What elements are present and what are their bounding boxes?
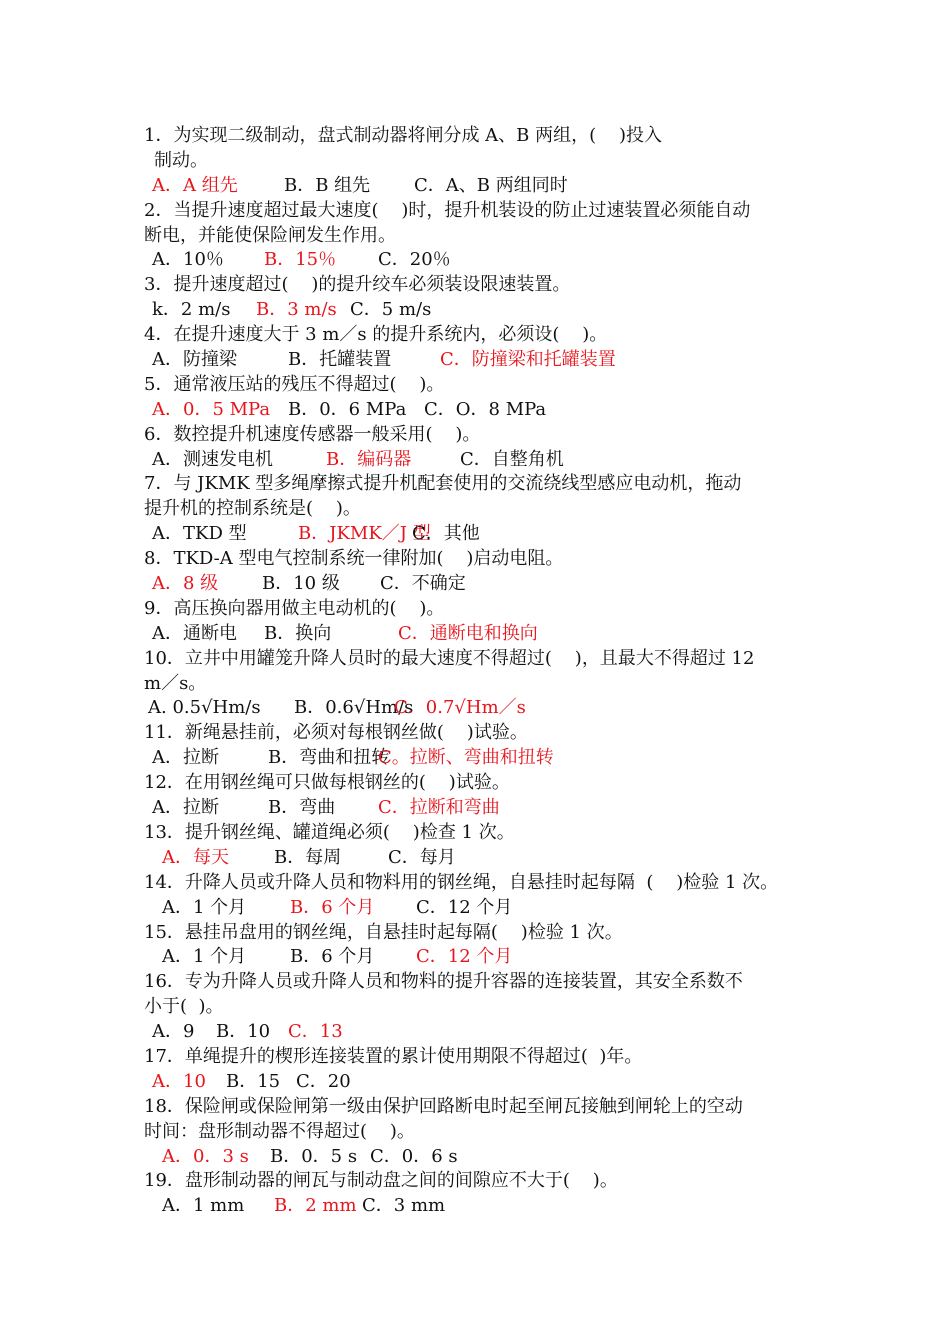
answer-option: C．A、B 两组同时 xyxy=(414,174,568,196)
correct-answer-option: A．0．3 s xyxy=(162,1145,249,1167)
answer-options xyxy=(144,1070,824,1095)
answer-option: C．每月 xyxy=(388,846,456,868)
answer-option: C．0．6 s xyxy=(370,1145,458,1167)
question-text-line: 14．升降人员或升降人员和物料用的钢丝绳，自悬挂时起每隔 ( )检验 1 次。 xyxy=(144,871,779,893)
answer-option: C．自整角机 xyxy=(460,448,564,470)
answer-option: A．1 个月 xyxy=(162,896,247,918)
question-text-line: 16．专为升降人员或升降人员和物料的提升容器的连接装置，其安全系数不 xyxy=(144,971,743,993)
question-text-line: 7．与 JKMK 型多绳摩擦式提升机配套使用的交流绕线型感应电动机，拖动 xyxy=(144,473,742,495)
question-text-line: 4．在提升速度大于 3 m／s 的提升系统内，必须设( )。 xyxy=(144,324,608,346)
answer-option: B．0.6√Hm/s xyxy=(294,697,414,719)
answer-options xyxy=(144,746,824,771)
question-text-line: 5．通常液压站的残压不得超过( )。 xyxy=(144,373,445,395)
correct-answer-option: C．拉断和弯曲 xyxy=(378,797,500,819)
answer-option: C．其他 xyxy=(412,523,480,545)
answer-options xyxy=(144,1194,824,1219)
answer-options xyxy=(144,348,824,373)
question-document xyxy=(144,124,824,1219)
correct-answer-option: A．A 组先 xyxy=(152,174,238,196)
answer-option: A．10％ xyxy=(152,249,224,271)
question-text-line: 提升机的控制系统是( )。 xyxy=(144,498,361,520)
question-text-line: m／s。 xyxy=(144,672,207,694)
answer-option: B．10 级 xyxy=(262,573,340,595)
correct-answer-option: B．编码器 xyxy=(326,448,412,470)
question-text-line: 2．当提升速度超过最大速度( )时，提升机装设的防止过速装置必须能自动 xyxy=(144,199,751,221)
correct-answer-option: A．8 级 xyxy=(152,573,219,595)
answer-option: B．每周 xyxy=(274,846,342,868)
answer-option: C．20％ xyxy=(378,249,451,271)
question-text-line: 小于( )。 xyxy=(144,996,224,1018)
answer-options xyxy=(144,1020,824,1045)
answer-option: B．弯曲 xyxy=(268,797,336,819)
correct-answer-option: B．3 m/s xyxy=(256,299,337,321)
question-text-line: 17．单绳提升的楔形连接装置的累计使用期限不得超过( )年。 xyxy=(144,1045,643,1067)
correct-answer-option: C．通断电和换向 xyxy=(398,622,538,644)
question-text-line: 1．为实现二级制动，盘式制动器将闸分成 A、B 两组，( )投入 xyxy=(144,125,663,146)
correct-answer-option: C．13 xyxy=(288,1021,343,1043)
answer-options xyxy=(144,1145,824,1170)
question-text-line: 18．保险闸或保险闸第一级由保护回路断电时起至闸瓦接触到闸轮上的空动 xyxy=(144,1095,743,1117)
answer-option: A．9 xyxy=(152,1021,195,1043)
question-text-line: 15．悬挂吊盘用的钢丝绳，自悬挂时起每隔( )检验 1 次。 xyxy=(144,921,623,943)
answer-options xyxy=(144,448,824,473)
question-text-line: 断电，并能使保险闸发生作用。 xyxy=(144,224,396,246)
answer-option: B．15 xyxy=(226,1070,281,1092)
answer-options xyxy=(144,622,824,647)
answer-option: B．0．6 MPa xyxy=(288,398,407,420)
answer-option: C．不确定 xyxy=(380,573,466,595)
answer-option: A．1 mm xyxy=(162,1195,245,1217)
correct-answer-option: B．6 个月 xyxy=(290,896,375,918)
question-text-line: 3．提升速度超过( )的提升绞车必须装设限速装置。 xyxy=(144,274,571,296)
answer-option: A．拉断 xyxy=(152,747,219,769)
answer-option: C．3 mm xyxy=(362,1195,446,1217)
answer-option: A．通断电 xyxy=(152,622,237,644)
answer-option: B．0．5 s xyxy=(270,1145,358,1167)
question-text-line: 时间：盘形制动器不得超过( )。 xyxy=(144,1120,415,1142)
answer-options xyxy=(144,248,824,273)
answer-option: C．O．8 MPa xyxy=(424,398,547,420)
correct-answer-option: C。拉断、弯曲和扭转 xyxy=(378,747,554,769)
answer-options xyxy=(144,398,824,423)
answer-options xyxy=(144,174,824,199)
answer-option: B．6 个月 xyxy=(290,946,375,968)
answer-option: A. 0.5√Hm/s xyxy=(148,697,261,719)
answer-option: B．B 组先 xyxy=(284,174,371,196)
question-text-line: 10．立井中用罐笼升降人员时的最大速度不得超过( )，且最大不得超过 12 xyxy=(144,647,755,669)
answer-option: B．弯曲和扭转 xyxy=(268,747,390,769)
answer-option: C．12 个月 xyxy=(416,896,513,918)
answer-option: B．10 xyxy=(216,1021,271,1043)
question-text-line: 19．盘形制动器的闸瓦与制动盘之间的间隙应不大于( )。 xyxy=(144,1170,618,1192)
correct-answer-option: A．10 xyxy=(152,1070,206,1092)
correct-answer-option: C．12 个月 xyxy=(416,946,513,968)
answer-options xyxy=(144,522,824,547)
question-text-line: 6．数控提升机速度传感器一般采用( )。 xyxy=(144,423,481,445)
answer-option: A．TKD 型 xyxy=(152,523,247,545)
answer-options xyxy=(144,572,824,597)
correct-answer-option: B．2 mm xyxy=(274,1195,357,1217)
answer-option: C．5 m/s xyxy=(350,299,432,321)
question-text-line: 11．新绳悬挂前，必须对每根钢丝做( )试验。 xyxy=(144,722,528,744)
question-text-line: 8．TKD-A 型电气控制系统一律附加( )启动电阻。 xyxy=(144,548,564,570)
answer-options xyxy=(144,696,824,721)
answer-option: A．测速发电机 xyxy=(152,448,273,470)
answer-option: k．2 m/s xyxy=(152,299,231,321)
correct-answer-option: A．0．5 MPa xyxy=(152,398,271,420)
correct-answer-option: C．0.7√Hm／s xyxy=(394,697,526,719)
answer-option: A．1 个月 xyxy=(162,946,247,968)
answer-option: C．20 xyxy=(296,1070,351,1092)
correct-answer-option: B．JKMK／J 型 xyxy=(298,523,431,545)
correct-answer-option: C．防撞梁和托罐装置 xyxy=(440,349,616,371)
answer-options xyxy=(144,945,824,970)
answer-options xyxy=(144,896,824,921)
correct-answer-option: A．每天 xyxy=(162,846,229,868)
answer-options xyxy=(144,298,824,323)
question-text-line: 制动。 xyxy=(154,149,208,171)
question-text-line: 9．高压换向器用做主电动机的( )。 xyxy=(144,597,445,619)
answer-option: A．防撞梁 xyxy=(152,349,237,371)
answer-options xyxy=(144,846,824,871)
answer-option: B．换向 xyxy=(264,622,332,644)
answer-options xyxy=(144,796,824,821)
correct-answer-option: B．15％ xyxy=(264,249,337,271)
answer-option: B．托罐装置 xyxy=(288,349,392,371)
question-text-line: 12．在用钢丝绳可只做每根钢丝的( )试验。 xyxy=(144,772,510,794)
answer-option: A．拉断 xyxy=(152,797,219,819)
question-text-line: 13．提升钢丝绳、罐道绳必须( )检查 1 次。 xyxy=(144,821,515,843)
